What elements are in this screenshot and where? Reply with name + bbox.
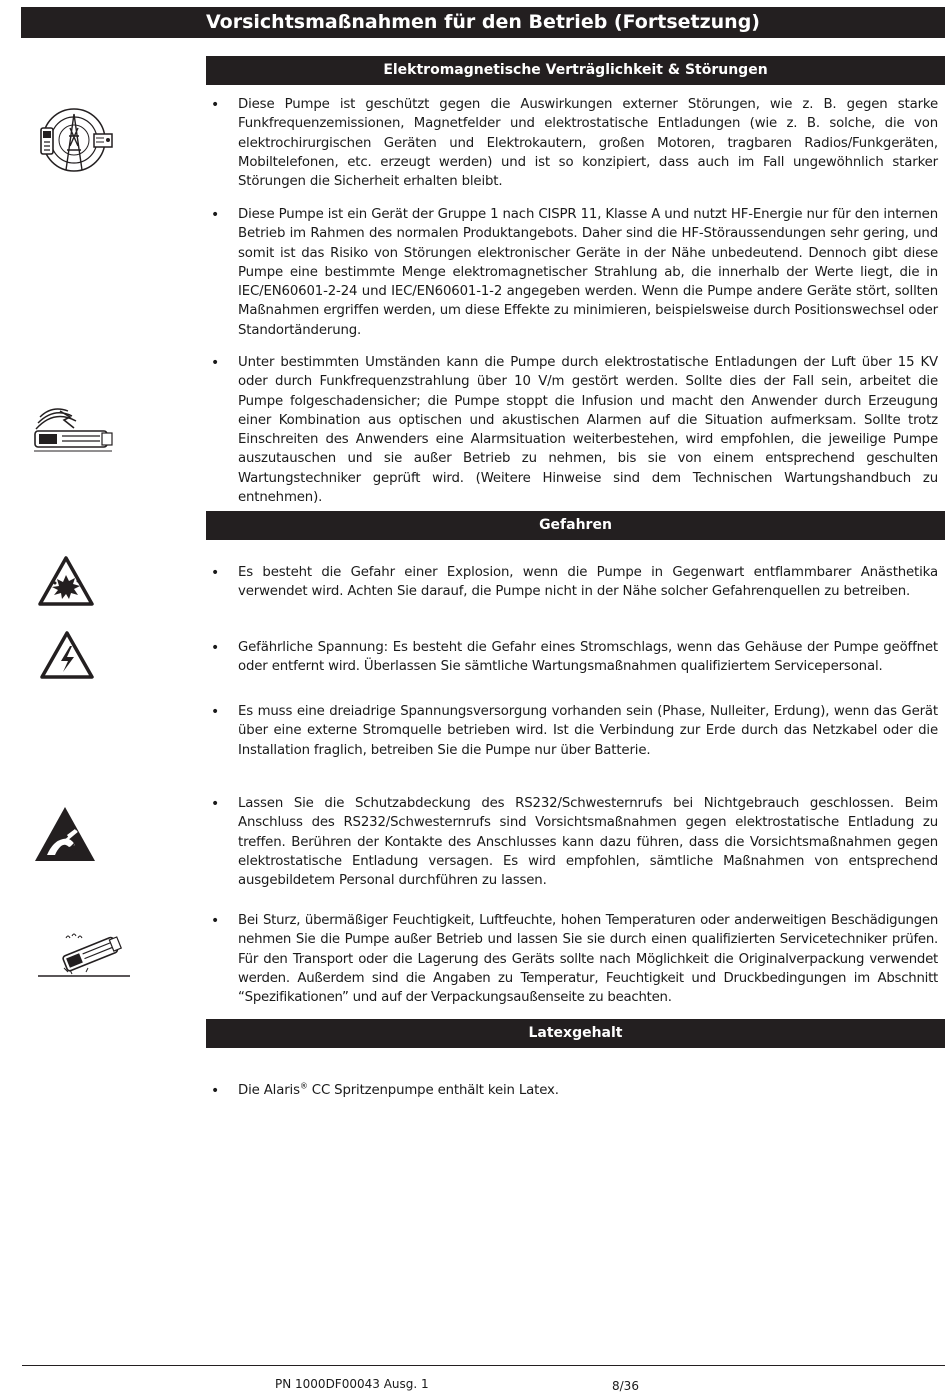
- electric-shock-hazard-icon: [39, 630, 95, 680]
- bullet-icon: [211, 916, 221, 926]
- bullet-icon: [211, 799, 221, 809]
- bullet-icon: [211, 1086, 221, 1096]
- section-heading-emc: Elektromagnetische Verträglichkeit & Störungen: [206, 56, 945, 85]
- latex-text-end: CC Spritzenpumpe enthält kein Latex.: [307, 1083, 559, 1098]
- paragraph: Es besteht die Gefahr einer Explosion, wenn die Pumpe in Gegenwart entflammbarer Anästhetika verwendet wird. Achten Sie darauf, die Pumpe nicht in der Nähe solcher Gefahrenquellen zu betreiben.: [238, 565, 938, 600]
- paragraph: Unter bestimmten Umständen kann die Pumpe durch elektrostatische Entladungen der Luft über 15 KV oder durch Funkfrequenzstrahlung über 10 V/m gestört werden. Sollte dies der Fall sein, arbeitet die Pumpe folgeschadensicher; die Pumpe stoppt die Infusion und macht den Anwender durch Erzeugung einer Kombination aus optischen und akustischen Alarmen auf die Situation aufmerksam. Sollte trotz Einschreiten des Anwenders eine Alarmsituation weiterbestehen, wird empfohlen, die jeweilige Pumpe auszutauschen und sie außer Betrieb zu nehmen, bis sie von einem entsprechend geschulten Wartungstechniker geprüft wird. (Weitere Hinweise sind dem Technischen Wartungshandbuch zu entnehmen).: [238, 355, 938, 506]
- bullet-icon: [211, 358, 221, 368]
- footer-divider: [22, 1365, 945, 1366]
- dropped-device-icon: [36, 930, 131, 980]
- paragraph-latex: [238, 1081, 938, 1100]
- latex-text-start: Die Alaris: [238, 1083, 300, 1098]
- emc-interference-icon: [36, 106, 116, 176]
- page-number: 8/36: [612, 1379, 639, 1393]
- section-heading-hazards: Gefahren: [206, 511, 945, 540]
- esd-pump-icon: [30, 403, 115, 455]
- bullet-icon: [211, 210, 221, 220]
- bullet-icon: [211, 100, 221, 110]
- paragraph: Gefährliche Spannung: Es besteht die Gefahr eines Stromschlags, wenn das Gehäuse der Pumpe geöffnet oder entfernt wird. Überlassen Sie sämtliche Wartungsmaßnahmen qualifiziertem Servicepersonal.: [238, 640, 938, 675]
- paragraph: Bei Sturz, übermäßiger Feuchtigkeit, Luftfeuchte, hohen Temperaturen oder anderweitigen Beschädigungen nehmen Sie die Pumpe außer Betrieb und lassen Sie sie durch einen qualifizierten Servicetechniker prüfen. Für den Transport oder die Lagerung des Geräts sollte nach Möglichkeit die Originalverpackung verwendet werden. Außerdem sind die Angaben zu Temperatur, Feuchtigkeit und Druckbedingungen im Abschnitt “Spezifikationen” und auf der Verpackungsaußenseite zu beachten.: [238, 913, 938, 1006]
- bullet-icon: [211, 707, 221, 717]
- esd-sensitive-icon: [33, 805, 97, 863]
- explosion-hazard-icon: [37, 555, 95, 607]
- paragraph: Diese Pumpe ist geschützt gegen die Auswirkungen externer Störungen, wie z. B. gegen starke Funkfrequenzemissionen, Magnetfelder und elektrostatische Entladungen (wie z. B. solche, die von elektrochirurgischen Geräten und Elektrokautern, großen Motoren, tragbaren Radios/Funkgeräten, Mobiltelefonen, etc. erzeugt werden) und ist so konzipiert, dass auch im Fall ungewöhnlich starker Störungen die Sicherheit erhalten bleibt.: [238, 97, 938, 190]
- section-heading-latex: Latexgehalt: [206, 1019, 945, 1048]
- paragraph: Es muss eine dreiadrige Spannungsversorgung vorhanden sein (Phase, Nulleiter, Erdung), wenn das Gerät über eine externe Stromquelle betrieben wird. Ist die Verbindung zur Erde durch das Netzkabel oder die Installation fraglich, betreiben Sie die Pumpe nur über Batterie.: [238, 704, 938, 758]
- page-title: Vorsichtsmaßnahmen für den Betrieb (Fortsetzung): [21, 7, 945, 38]
- paragraph: Lassen Sie die Schutzabdeckung des RS232/Schwesternrufs bei Nichtgebrauch geschlossen. Beim Anschluss des RS232/Schwesternrufs sind Vorsichtsmaßnahmen gegen elektrostatische Entladung zu treffen. Berühren der Kontakte des Anschlusses kann dazu führen, dass die Vorsichtsmaßnahmen gegen elektrostatische Entladung versagen. Es wird empfohlen, sämtliche Maßnahmen von entsprechend ausgebildetem Personal durchführen zu lassen.: [238, 796, 938, 889]
- bullet-icon: [211, 643, 221, 653]
- registered-mark: ®: [299, 1081, 308, 1091]
- document-number: PN 1000DF00043 Ausg. 1: [275, 1377, 429, 1391]
- paragraph: Diese Pumpe ist ein Gerät der Gruppe 1 nach CISPR 11, Klasse A und nutzt HF-Energie nur für den internen Betrieb im Rahmen des normalen Produktangebots. Daher sind die HF-Störaussendungen sehr gering, und somit ist das Risiko von Störungen elektronischer Geräte in der Nähe unbedeutend. Dennoch gibt diese Pumpe eine bestimmte Menge elektromagnetischer Strahlung ab, die innerhalb der Werte liegt, die in IEC/EN60601-2-24 und IEC/EN60601-1-2 angegeben werden. Wenn die Pumpe andere Geräte stört, sollten Maßnahmen ergriffen werden, um diese Effekte zu minimieren, beispielsweise durch Positionswechsel oder Standortänderung.: [238, 207, 938, 338]
- bullet-icon: [211, 568, 221, 578]
